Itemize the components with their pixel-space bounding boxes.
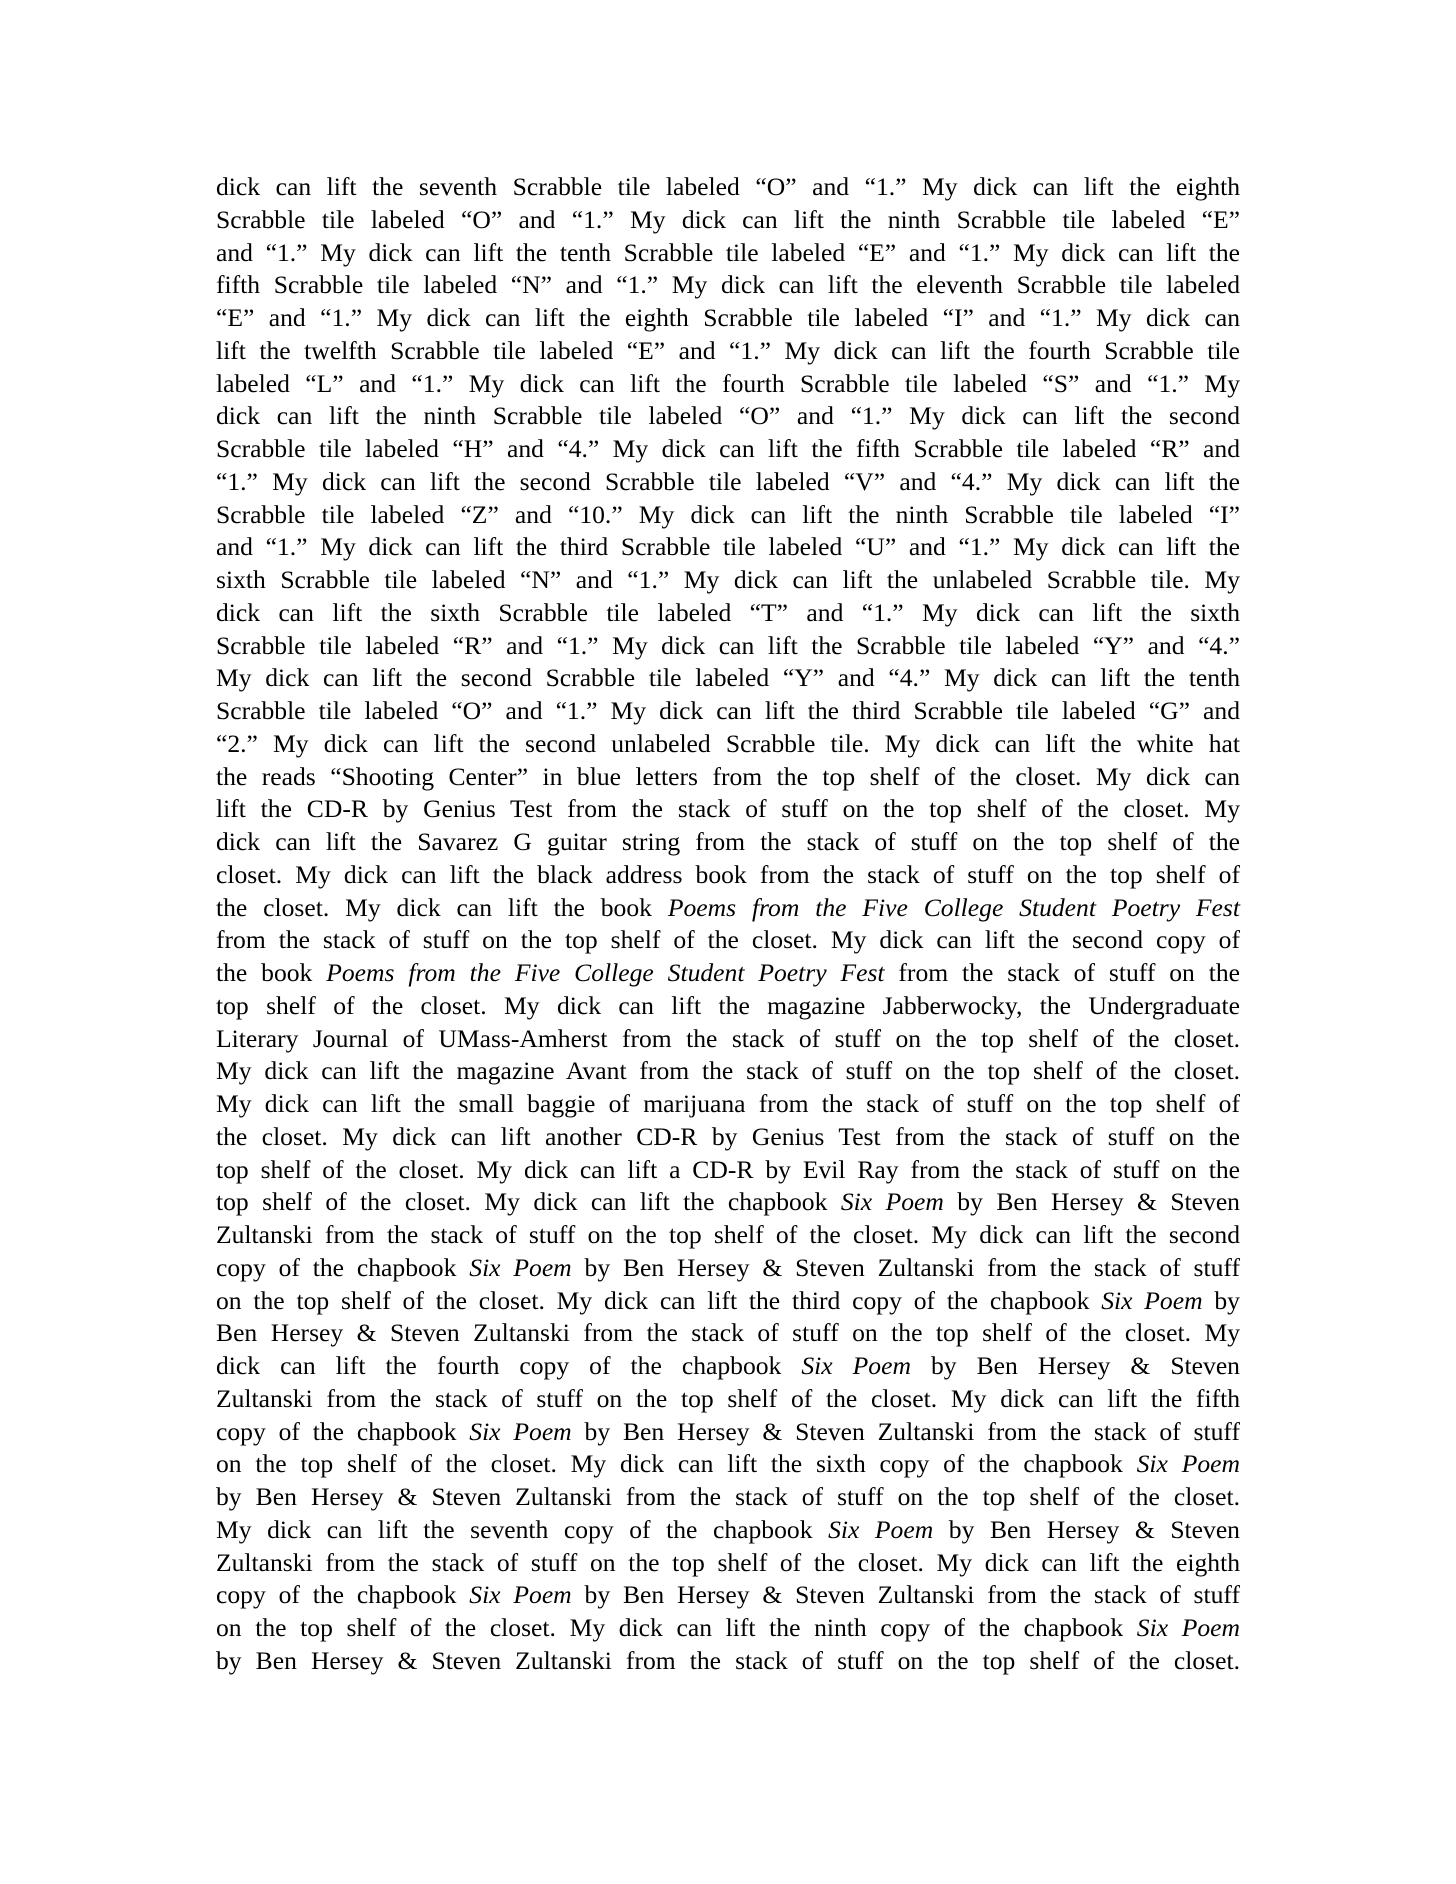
text-segment: dick can lift the seventh Scrabble tile labeled “O” and “1.” My dick can lift the eighth — [216, 172, 1240, 201]
italic-title-text: Six Poem — [469, 1416, 572, 1446]
text-line — [216, 793, 1240, 826]
text-line — [216, 302, 1240, 335]
text-segment: Scrabble tile labeled “O” and “1.” My dick can lift the third Scrabble tile labeled “G” and — [216, 696, 1240, 725]
text-segment: top shelf of the closet. My dick can lift the magazine Jabberwocky, the Undergraduate — [216, 990, 1240, 1020]
text-segment: dick can lift the ninth Scrabble tile labeled “O” and “1.” My dick can lift the second — [216, 401, 1240, 431]
text-segment: from the stack of stuff on the top shelf of the closet. My dick can lift the second copy of — [216, 925, 1240, 955]
text-segment: on the top shelf of the closet. My dick can lift the third copy of the chapbook — [216, 1285, 1102, 1315]
text-segment: by Ben Hersey & Steven Zultanski from the stack of stuff on the top shelf of the closet. — [216, 1645, 1240, 1675]
text-segment: from the stack of stuff on the — [884, 958, 1240, 987]
text-line — [216, 1023, 1240, 1056]
text-segment: on the top shelf of the closet. My dick can lift the ninth copy of the chapbook — [216, 1613, 1137, 1642]
text-segment: copy of the chapbook — [216, 1252, 470, 1282]
text-line — [216, 1055, 1240, 1088]
text-line — [216, 924, 1240, 957]
text-line — [216, 1088, 1240, 1121]
text-line — [216, 662, 1240, 695]
text-line — [216, 499, 1240, 532]
text-segment: by Ben Hersey & Steven Zultanski from the stack of stuff — [571, 1580, 1240, 1610]
text-line — [216, 990, 1240, 1023]
text-line — [216, 695, 1240, 728]
text-segment: on the top shelf of the closet. My dick can lift the sixth copy of the chapbook — [216, 1449, 1137, 1479]
text-line — [216, 630, 1240, 663]
text-line — [216, 892, 1240, 925]
text-line — [216, 1416, 1240, 1449]
italic-title-text: Six Poem — [1101, 1285, 1203, 1315]
text-segment: lift the twelfth Scrabble tile labeled “E” and “1.” My dick can lift the fourth Scrabble tile — [216, 335, 1240, 365]
text-segment: and “1.” My dick can lift the third Scrabble tile labeled “U” and “1.” My dick can lift the — [216, 532, 1240, 562]
text-line — [216, 1252, 1240, 1285]
italic-title-text: Six Poem — [840, 1187, 944, 1217]
text-segment: My dick can lift the seventh copy of the chapbook — [216, 1514, 829, 1544]
text-line — [216, 957, 1240, 990]
text-segment: labeled “L” and “1.” My dick can lift the fourth Scrabble tile labeled “S” and “1.” My — [216, 368, 1240, 398]
text-segment: and “1.” My dick can lift the tenth Scrabble tile labeled “E” and “1.” My dick can lift the — [216, 237, 1240, 267]
text-segment: by Ben Hersey & Steven Zultanski from the stack of stuff on the top shelf of the closet. — [216, 1482, 1240, 1511]
text-line — [216, 1219, 1240, 1252]
text-segment: the closet. My dick can lift the book — [216, 892, 668, 922]
text-segment: top shelf of the closet. My dick can lift the chapbook — [216, 1187, 841, 1217]
text-segment: My dick can lift the magazine Avant from the stack of stuff on the top shelf of the closet. — [216, 1056, 1240, 1086]
text-line — [216, 728, 1240, 761]
text-segment: dick can lift the Savarez G guitar string from the stack of stuff on the top shelf of the — [216, 827, 1240, 856]
text-segment: My dick can lift the small baggie of marijuana from the stack of stuff on the top shelf of — [216, 1089, 1240, 1118]
text-segment: by Ben Hersey & Steven Zultanski from the stack of stuff — [571, 1252, 1240, 1282]
italic-title-text: Six Poem — [828, 1514, 934, 1544]
text-line — [216, 761, 1240, 794]
text-segment: Ben Hersey & Steven Zultanski from the stack of stuff on the top shelf of the closet. My — [216, 1318, 1240, 1348]
italic-title-text: Six Poem — [469, 1252, 572, 1282]
text-segment: copy of the chapbook — [216, 1580, 470, 1610]
italic-title-text: Poems from the Five College Student Poetry Fest — [326, 958, 885, 987]
text-segment: Scrabble tile labeled “O” and “1.” My dick can lift the ninth Scrabble tile labeled “E” — [216, 204, 1240, 234]
text-line — [216, 826, 1240, 859]
text-line — [216, 466, 1240, 499]
text-segment: by Ben Hersey & Steven Zultanski from the stack of stuff — [571, 1416, 1240, 1446]
text-line — [216, 269, 1240, 302]
text-segment: dick can lift the fourth copy of the chapbook — [216, 1351, 802, 1380]
text-segment: sixth Scrabble tile labeled “N” and “1.” My dick can lift the unlabeled Scrabble tile. My — [216, 565, 1240, 594]
text-segment: Scrabble tile labeled “Z” and “10.” My dick can lift the ninth Scrabble tile labeled “I” — [216, 499, 1240, 529]
text-line — [216, 1350, 1240, 1383]
text-segment: Zultanski from the stack of stuff on the top shelf of the closet. My dick can lift the eighth — [216, 1547, 1240, 1577]
text-segment: by — [1202, 1285, 1240, 1315]
italic-title-text: Six Poem — [801, 1351, 911, 1380]
text-segment: “1.” My dick can lift the second Scrabble tile labeled “V” and “4.” My dick can lift the — [216, 466, 1240, 496]
text-line — [216, 1514, 1240, 1547]
text-line — [216, 368, 1240, 401]
text-line — [216, 531, 1240, 564]
text-line — [216, 433, 1240, 466]
text-segment: “2.” My dick can lift the second unlabeled Scrabble tile. My dick can lift the white hat — [216, 728, 1240, 758]
text-line — [216, 1121, 1240, 1154]
text-segment: Literary Journal of UMass-Amherst from the stack of stuff on the top shelf of the closet. — [216, 1023, 1240, 1053]
text-segment: by Ben Hersey & Steven — [943, 1187, 1240, 1217]
text-segment: the closet. My dick can lift another CD-R by Genius Test from the stack of stuff on the — [216, 1121, 1240, 1151]
body-paragraph — [216, 171, 1240, 1678]
text-line — [216, 1383, 1240, 1416]
text-segment: closet. My dick can lift the black address book from the stack of stuff on the top shelf of — [216, 859, 1240, 889]
text-line — [216, 1317, 1240, 1350]
italic-title-text: Six Poem — [469, 1580, 572, 1610]
italic-title-text: Six Poem — [1136, 1613, 1240, 1642]
text-segment: dick can lift the sixth Scrabble tile labeled “T” and “1.” My dick can lift the sixth — [216, 597, 1240, 627]
text-line — [216, 597, 1240, 630]
text-line — [216, 1579, 1240, 1612]
text-segment: by Ben Hersey & Steven — [910, 1351, 1240, 1380]
text-segment: Zultanski from the stack of stuff on the top shelf of the closet. My dick can lift the second — [216, 1220, 1240, 1249]
text-line — [216, 1547, 1240, 1580]
text-segment: Scrabble tile labeled “R” and “1.” My dick can lift the Scrabble tile labeled “Y” and “4.” — [216, 630, 1240, 660]
text-segment: the book — [216, 958, 327, 987]
text-segment: Scrabble tile labeled “H” and “4.” My dick can lift the fifth Scrabble tile labeled “R” and — [216, 434, 1240, 463]
text-line — [216, 335, 1240, 368]
text-segment: by Ben Hersey & Steven — [933, 1514, 1240, 1544]
text-segment: top shelf of the closet. My dick can lift a CD-R by Evil Ray from the stack of stuff on the — [216, 1154, 1240, 1184]
text-segment: lift the CD-R by Genius Test from the stack of stuff on the top shelf of the closet. My — [216, 794, 1240, 824]
text-line — [216, 400, 1240, 433]
text-line — [216, 564, 1240, 597]
text-segment: “E” and “1.” My dick can lift the eighth Scrabble tile labeled “I” and “1.” My dick can — [216, 303, 1240, 332]
text-line — [216, 1285, 1240, 1318]
text-line — [216, 1154, 1240, 1187]
text-line — [216, 1481, 1240, 1514]
text-segment: Zultanski from the stack of stuff on the top shelf of the closet. My dick can lift the fifth — [216, 1383, 1240, 1413]
text-line — [216, 171, 1240, 204]
text-line — [216, 859, 1240, 892]
text-line — [216, 1186, 1240, 1219]
text-line — [216, 237, 1240, 270]
text-segment: fifth Scrabble tile labeled “N” and “1.” My dick can lift the eleventh Scrabble tile labeled — [216, 270, 1240, 300]
text-line — [216, 1612, 1240, 1645]
text-line — [216, 1645, 1240, 1678]
text-segment: My dick can lift the second Scrabble tile labeled “Y” and “4.” My dick can lift the tenth — [216, 663, 1240, 693]
italic-title-text: Six Poem — [1136, 1449, 1240, 1479]
text-segment: the reads “Shooting Center” in blue letters from the top shelf of the closet. My dick can — [216, 761, 1240, 791]
text-line — [216, 204, 1240, 237]
text-line — [216, 1448, 1240, 1481]
text-segment: copy of the chapbook — [216, 1416, 470, 1446]
italic-title-text: Poems from the Five College Student Poetry Fest — [667, 892, 1240, 922]
